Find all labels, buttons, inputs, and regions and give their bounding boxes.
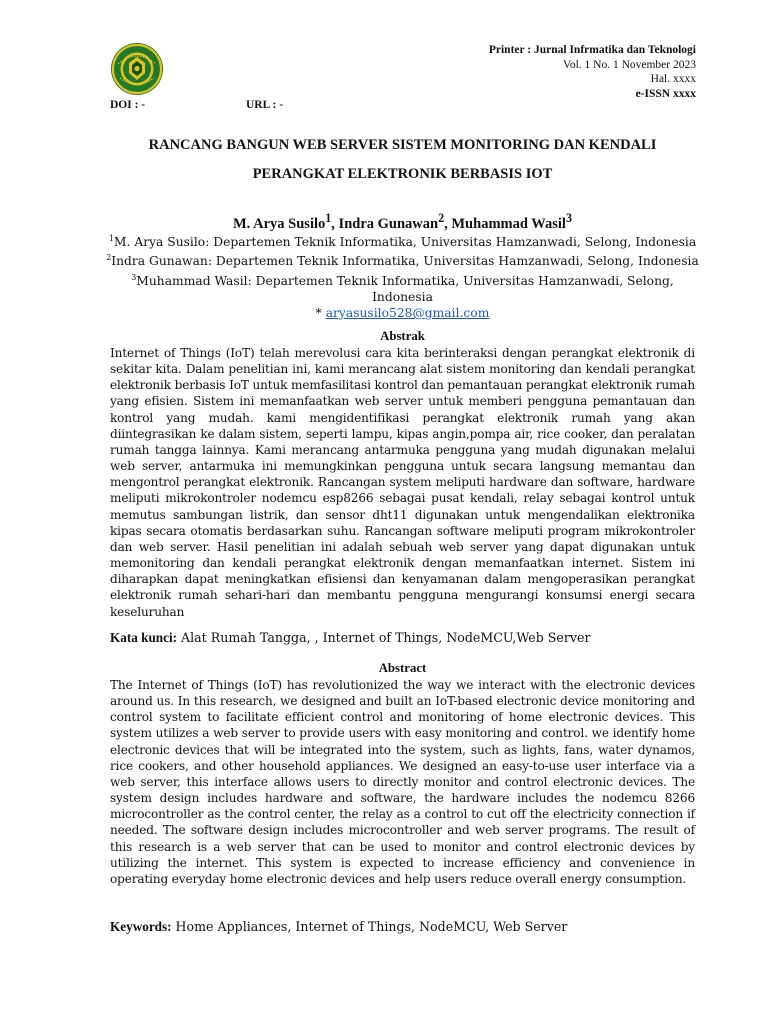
university-seal-icon [108, 42, 166, 96]
volume-line: Vol. 1 No. 1 November 2023 [563, 58, 696, 71]
kata-kunci-line [110, 630, 700, 646]
affiliation-sup: 3 [131, 272, 137, 282]
issn-line: e-ISSN xxxx [635, 87, 696, 100]
affiliation-text: Muhammad Wasil: Departemen Teknik Informatika, Universitas Hamzanwadi, Selong, Indonesia [136, 273, 674, 304]
email-prefix: * [315, 306, 326, 321]
university-logo [108, 42, 166, 96]
affiliation-text: M. Arya Susilo: Departemen Teknik Informatika, Universitas Hamzanwadi, Selong, Indonesia [113, 235, 697, 250]
printer-line: Printer : Jurnal Infrmatika dan Teknologi [488, 44, 696, 56]
affiliation-text: Indra Gunawan: Departemen Teknik Informatika, Universitas Hamzanwadi, Selong, Indonesia [111, 254, 699, 269]
abstract-heading: Abstract [378, 661, 427, 675]
email-link[interactable]: aryasusilo528@gmail.com [325, 306, 490, 321]
author-sup: 2 [438, 211, 445, 225]
affiliation-line [100, 250, 705, 269]
affiliations [100, 231, 705, 321]
page-line: Hal. xxxx [650, 73, 696, 85]
doi-label: DOI : - [110, 99, 146, 111]
url-label: URL : - [246, 99, 284, 111]
kata-kunci-label: Kata kunci: [110, 630, 178, 645]
abstrak-heading: Abstrak [380, 329, 425, 343]
keywords-label: Keywords: [110, 919, 172, 934]
author-list [110, 211, 695, 233]
doi-url-row [110, 99, 284, 111]
author-name: M. Arya Susilo [233, 215, 326, 232]
author-separator: , [444, 215, 452, 232]
author-sup: 1 [325, 211, 332, 225]
title-line-2: PERANGKAT ELEKTRONIK BERBASIS IOT [252, 166, 553, 182]
affiliation-line [100, 270, 705, 306]
affiliation-sup: 1 [108, 234, 114, 243]
affiliation-sup: 2 [106, 253, 112, 263]
abstract-body: The Internet of Things (IoT) has revolutionized the way we interact with the electronic devices around us. In this research, we designed and built an IoT-based electronic device monitoring and control system to facilitate efficient control and monitoring of home electronic devices. This system utilizes a web server to provide users with easy monitoring and control. we identify home electronic devices that will be integrated into the system, such as lights, fans, water dynamos, rice cookers, and other household appliances. We designed an easy-to-use user interface via a web server, this interface allows users to directly monitor and control electronic devices. The system design includes hardware and software, the hardware includes the nodemcu 8266 microcontroller as the control center, the relay as a control to cut off the electricity connection if needed. The software design includes microcontroller and web server programs. The result of this research is a web server that can be used to monitor and control electronic devices by utilizing the internet. This system is expected to increase efficiency and convenience in operating everyday home electronic devices and help users reduce overall energy consumption. [110, 678, 695, 886]
abstrak-body: Internet of Things (IoT) telah merevolusi cara kita berinteraksi dengan perangkat elektronik di sekitar kita. Dalam penelitian ini, kami merancang alat sistem monitoring dan kendali perangkat elektronik berbasis IoT untuk memfasilitasi kontrol dan pemantauan perangkat elektronik rumah yang efisien. Sistem ini memanfaatkan web server untuk memberi pengguna pemantauan dan kontrol yang mudah. kami mengidentifikasi perangkat elektronik rumah yang akan diintegrasikan ke dalam sistem, seperti lampu, kipas angin,pompa air, rice cooker, dan peralatan rumah tangga lainnya. Kami merancang antarmuka pengguna yang mudah digunakan melalui web server, antarmuka ini memungkinkan pengguna untuk secara langsung memantau dan mengontrol perangkat elektronik. Rancangan system meliputi hardware dan software, hardware meliputi mikrokontroler nodemcu esp8266 sebagai pusat kendali, relay sebagai kontrol untuk memutus sambungan listrik, dan sensor dht11 digunakan untuk mengendalikan elektronika kipas secara otomatis berdasarkan suhu. Rancangan software meliputi program mikrokontroler dan web server. Hasil penelitian ini adalah sebuah web server yang dapat digunakan untuk memonitoring dan kendali perangkat elektronik dengan memanfaatkan internet. Sistem ini diharapkan dapat meningkatkan efisiensi dan kenyamanan dalam mengoperasikan perangkat elektronik rumah sehari-hari dan membantu pengguna mengurangi konsumsi energi secara keseluruhan [110, 346, 695, 619]
kata-kunci-values: Alat Rumah Tangga, , Internet of Things, NodeMCU,Web Server [177, 630, 591, 645]
affiliation-line [100, 231, 705, 250]
email-line [100, 305, 705, 321]
publication-info [366, 43, 696, 101]
author-sup: 3 [565, 211, 572, 225]
author-separator: , [331, 215, 339, 232]
author-name: Indra Gunawan [338, 215, 439, 232]
keywords-line [110, 919, 700, 935]
keywords-values: Home Appliances, Internet of Things, NodeMCU, Web Server [171, 919, 568, 934]
title-line-1: RANCANG BANGUN WEB SERVER SISTEM MONITORING DAN KENDALI [148, 137, 657, 153]
author-name: Muhammad Wasil [451, 215, 566, 232]
paper-title [110, 131, 695, 189]
